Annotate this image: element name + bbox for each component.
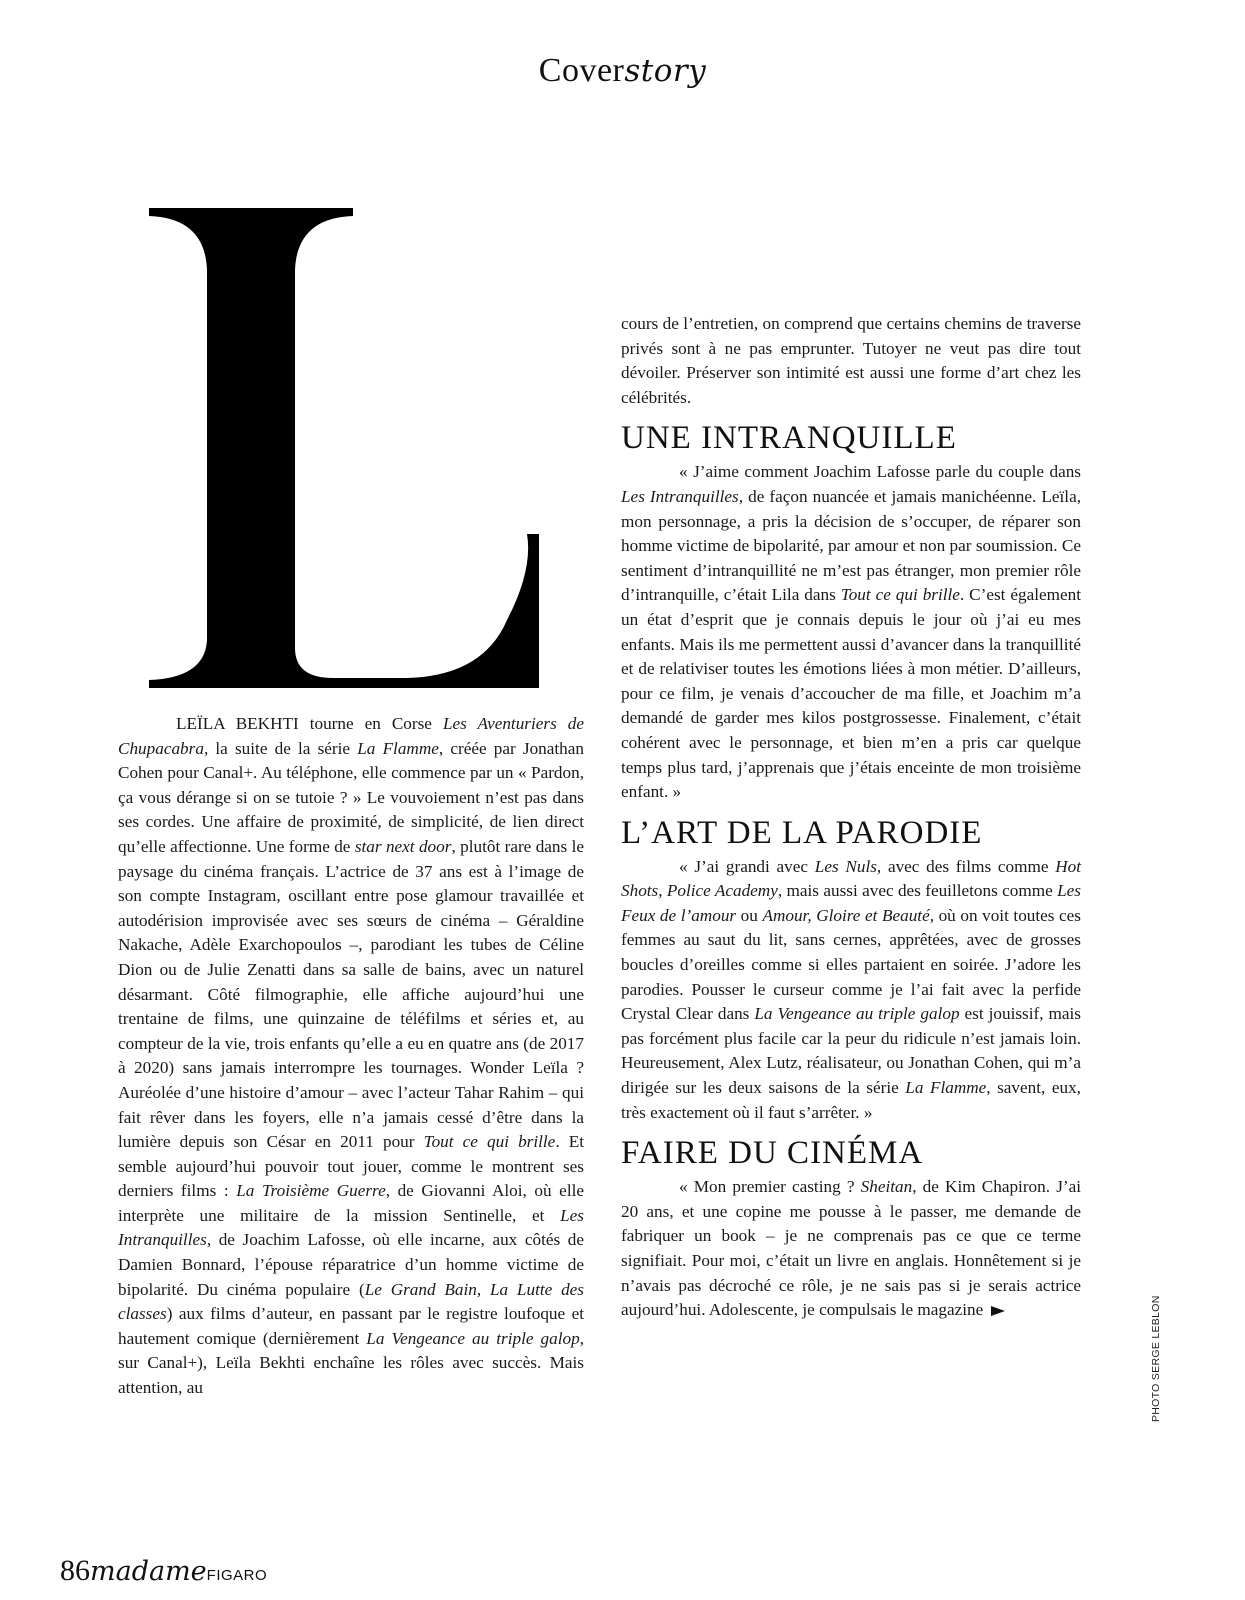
- text-run: LEÏLA BEKHTI tourne en Corse: [176, 714, 443, 733]
- text-run: , de Kim Chapiron. J’ai 20 ans, et une copine me pousse à le passer, me demande de fabriquer un book – je ne comprenais pas ce que ce terme signifiait. Pour moi, c’était un livre en anglais. Honnêtement si je n’avais pas décroché ce rôle, je ne sais pas si je serais actrice aujourd’hui. Adolescente, je compulsais le magazine: [621, 1177, 1082, 1320]
- text-run: ) aux films d’auteur, en passant par le registre loufoque et hautement comique (dernièrement: [118, 1304, 584, 1348]
- text-run: est jouissif, mais pas forcément plus facile car la peur du ridicule n’est jamais loin. Heureusement, Alex Lutz, réalisateur, ou Jonathan Cohen, qui m’a dirigée sur les deux saisons de la série: [621, 1004, 1081, 1098]
- drop-cap-letter: [145, 200, 545, 700]
- text-run: , où on voit toutes ces femmes au saut du lit, sans cernes, apprêtées, avec de grosses boucles d’oreilles comme si elles partaient en soirée. J’adore les parodies. Pousser le curseur comme je l’ai fait avec la perfide Crystal Clear dans: [621, 905, 1081, 1024]
- left-column: [118, 712, 584, 1401]
- drop-cap-glyph: L: [145, 200, 146, 201]
- italic-title: Amour, Gloire et Beauté: [762, 905, 930, 925]
- italic-title: Sheitan: [860, 1177, 913, 1197]
- text-run: « J’ai grandi avec: [679, 856, 815, 876]
- italic-title: La Troisième Guerre: [236, 1181, 386, 1201]
- text-run: « J’aime comment Joachim Lafosse parle du couple dans: [679, 462, 1081, 482]
- photo-credit: [1150, 1292, 1170, 1422]
- section-heading: L’ART DE LA PARODIE: [621, 814, 983, 851]
- text-run: , plutôt rare dans le paysage du cinéma français. L’actrice de 37 ans est à l’image de son compte Instagram, oscillant entre pose glamour travaillée et autodérision improvisée avec ses sœurs de cinéma – Géraldine Nakache, Adèle Exarchopoulos –, parodiant les tubes de Céline Dion ou de Julie Zenatti dans sa salle de bains, avec un naturel désarmant. Côté filmographie, elle affiche aujourd’hui une trentaine de films, une quinzaine de téléfilms et séries et, au compteur de la vie, trois enfants qu’elle a eu en quatre ans (de 2017 à 2020) sans jamais interrompre les tournages. Wonder Leïla ? Auréolée d’une histoire d’amour – avec l’acteur Tahar Rahim – qui fait rêver dans les foyers, elle n’a jamais cessé d’être dans la lumière depuis son César en 2011 pour: [118, 836, 584, 1152]
- italic-title: Le Grand Bain, La Lutte des classes: [118, 1279, 584, 1324]
- italic-title: Hot Shots, Police Academy: [621, 856, 1081, 901]
- section-paragraph: [621, 1175, 1081, 1323]
- text-run: , la suite de la série: [203, 738, 358, 758]
- rubric-cover: Cover: [538, 52, 625, 89]
- text-run: , créée par Jonathan Cohen pour Canal+. Au téléphone, elle commence par un « Pardon, ça vous dérange si on se tutoie ? » Le vouvoiement n’est pas dans ses cordes. Une affaire de proximité, de simplicité, de lien direct qu’elle affectionne. Une forme de: [118, 738, 584, 856]
- intro-paragraph: [118, 712, 584, 1401]
- text-run: , de Giovanni Aloi, où elle interprète une militaire de la mission Sentinelle, et: [118, 1181, 584, 1225]
- italic-title: Les Intranquilles: [118, 1205, 584, 1250]
- italic-title: Tout ce qui brille: [840, 585, 960, 605]
- italic-title: star next door: [354, 836, 452, 856]
- text-run: . C’est également un état d’esprit que je connais depuis le jour où j’ai eu mes enfants. Mais ils me permettent aussi d’avancer dans la tranquillité et de relativiser toutes les émotions liées à mon métier. D’ailleurs, pour ce film, je venais d’accoucher de ma fille, et Joachim m’a demandé de garder mes kilos postgrossesse. Finalement, c’était cohérent avec le personnage, et bien m’en a pris car quelque temps plus tard, j’apprenais que j’étais enceinte de mon troisième enfant. »: [621, 585, 1082, 802]
- italic-title: La Vengeance au triple galop: [754, 1004, 960, 1024]
- continue-arrow-icon: [991, 1306, 1005, 1316]
- text-run: « Mon premier casting ?: [679, 1177, 861, 1197]
- photo-credit-text: PHOTO SERGE LEBLON: [1150, 1295, 1162, 1422]
- text-run: , de Joachim Lafosse, où elle incarne, aux côtés de Damien Bonnard, l’épouse réparatrice d’un homme victime de bipolarité. Du cinéma populaire (: [118, 1230, 584, 1299]
- italic-title: Les Aventuriers de Chupacabra: [118, 714, 584, 758]
- continued-paragraph: [621, 312, 1081, 410]
- magazine-name: madame: [90, 1556, 207, 1587]
- text-run: , avec des films comme: [876, 856, 1056, 876]
- magazine-name-suffix: FIGARO: [206, 1567, 268, 1584]
- italic-title: La Vengeance au triple galop: [366, 1328, 580, 1348]
- italic-title: Les Feux de l’amour: [621, 881, 1081, 925]
- page-number: 86: [60, 1554, 90, 1587]
- italic-title: Les Intranquilles: [621, 486, 739, 506]
- text-run: , sur Canal+), Leïla Bekhti enchaîne les rôles avec succès. Mais attention, au: [118, 1328, 584, 1398]
- rubric-story: story: [624, 53, 707, 89]
- page-footer: [60, 1554, 267, 1588]
- section-paragraph: [621, 855, 1081, 1126]
- italic-title: Les Nuls: [814, 856, 877, 876]
- section-heading: FAIRE DU CINÉMA: [621, 1135, 924, 1172]
- text-run: , mais aussi avec des feuilletons comme: [777, 881, 1058, 901]
- section-rubric: [0, 52, 1245, 90]
- interview-sections: [621, 416, 1081, 1322]
- italic-title: La Flamme: [357, 738, 439, 758]
- section-heading: UNE INTRANQUILLE: [621, 420, 957, 457]
- italic-title: Tout ce qui brille: [423, 1132, 556, 1152]
- text-run: ou: [736, 905, 763, 925]
- section-paragraph: [621, 460, 1081, 804]
- right-column: [621, 312, 1081, 1323]
- text-run: , de façon nuancée et jamais manichéenne. Leïla, mon personnage, a pris la décision de s’occuper, de réparer son homme victime de bipolarité, par amour et non par soumission. Ce sentiment d’intranquillité ne m’est pas étranger, mon premier rôle d’intranquille, c’était Lila dans: [621, 486, 1081, 605]
- text-run: . Et semble aujourd’hui pouvoir tout jouer, comme le montrent ses derniers films :: [118, 1132, 585, 1201]
- text-run: cours de l’entretien, on comprend que certains chemins de traverse privés sont à ne pas emprunter. Tutoyer ne veut pas dire tout dévoiler. Préserver son intimité est aussi une forme d’art chez les célébrités.: [621, 314, 1081, 407]
- italic-title: La Flamme: [905, 1078, 987, 1098]
- text-run: , savent, eux, très exactement où il faut s’arrêter. »: [621, 1078, 1081, 1122]
